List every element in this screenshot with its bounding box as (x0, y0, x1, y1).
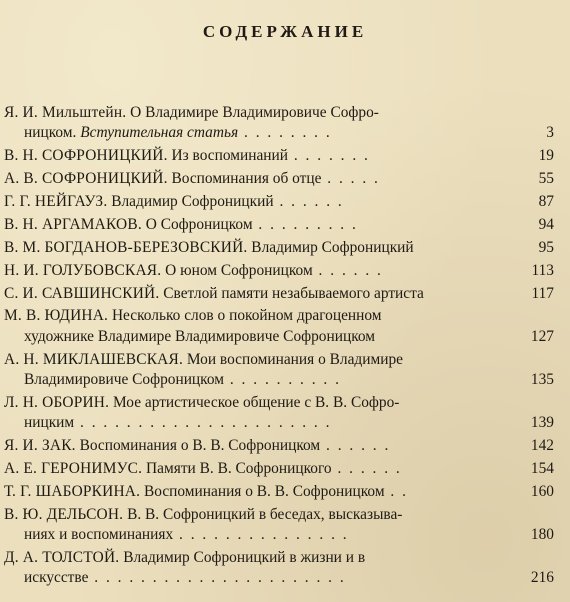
entry-page-number: 19 (538, 147, 554, 165)
entry-page-number: 142 (530, 436, 554, 454)
entry-page-number: 94 (538, 215, 554, 233)
entry-author: Т. Г. ШАБОРКИНА. (4, 482, 141, 500)
toc-entry[interactable] (4, 459, 564, 479)
toc-entry[interactable] (4, 146, 564, 166)
entry-text: Воспоминания об отце (167, 170, 322, 188)
entry-author: Г. Г. НЕЙГАУЗ. (4, 192, 108, 210)
entry-author: Л. Н. ОБОРИН. (4, 393, 110, 411)
entry-dots: . . . . . . . . . (252, 215, 358, 233)
entry-text: Мои воспоминания о Владимире (183, 350, 403, 368)
entry-text: Памяти В. В. Софроницкого (142, 459, 332, 477)
entry-dots: . . . . . . . (288, 147, 370, 165)
entry-page-number: 3 (546, 124, 554, 142)
toc-entry[interactable] (4, 350, 564, 391)
toc-entry[interactable] (4, 169, 564, 189)
entry-text: О Софроницком (141, 215, 253, 233)
entry-author: В. М. БОГДАНОВ-БЕРЕЗОВСКИЙ. (4, 238, 248, 256)
entry-continuation (4, 123, 514, 143)
entry-continuation (4, 413, 514, 433)
entry-dots: . . . . . . (273, 192, 344, 210)
toc-entry[interactable] (4, 393, 564, 434)
entry-text: Владимир Софроницкий (107, 192, 274, 210)
entry-continuation (4, 327, 514, 347)
entry-author: М. В. ЮДИНА. (4, 307, 109, 325)
entry-author: А. В. СОФРОНИЦКИЙ. (4, 170, 168, 188)
entry-dots: . . . . . . . . . . (224, 370, 341, 388)
entry-page-number: 180 (530, 525, 554, 543)
entry-author: В. Н. СОФРОНИЦКИЙ. (4, 147, 168, 165)
toc-entry[interactable] (4, 482, 564, 502)
entry-page-number: 55 (538, 170, 554, 188)
entry-author: В. Ю. ДЕЛЬСОН. (4, 505, 124, 523)
entry-author: А. Н. МИКЛАШЕВСКАЯ. (4, 350, 183, 368)
entry-page-number: 160 (530, 482, 554, 500)
entry-dots: . . . . . . . . . . . . . . . (173, 525, 349, 543)
entry-text: О Владимире Владимировиче Софро- (126, 104, 379, 121)
entry-page-number: 216 (530, 569, 554, 587)
entry-dots: . . . . . . . . . . . . . . . . . . . . . . (88, 569, 346, 587)
entry-continuation (4, 568, 514, 588)
entry-page-number: 117 (531, 284, 554, 302)
entry-text: О юном Софроницком (161, 261, 313, 279)
entry-text: В. В. Софроницкий в беседах, высказыва- (123, 505, 403, 523)
entry-text: Несколько слов о покойном драгоценном (108, 307, 382, 325)
toc-entry[interactable] (4, 284, 564, 304)
entry-author: С. И. САВШИНСКИЙ. (4, 284, 160, 302)
toc-entry[interactable] (4, 505, 564, 546)
entry-text: Светлой памяти незабываемого артиста (159, 284, 424, 302)
entry-text-cont: ницком. (24, 124, 81, 142)
entry-page-number: 95 (538, 238, 554, 256)
entry-author: Я. И. Мильштейн. (4, 104, 127, 121)
entry-dots: . . (384, 482, 408, 500)
entry-author: Я. И. ЗАК. (4, 436, 76, 454)
page-title: СОДЕРЖАНИЕ (202, 22, 368, 41)
entry-text-cont: Владимировиче Софроницком (24, 370, 225, 388)
toc-entry[interactable] (4, 436, 564, 456)
entry-author: Д. А. ТОЛСТОЙ. (4, 548, 120, 566)
entry-text: Из воспоминаний (167, 147, 289, 165)
entry-author: Н. И. ГОЛУБОВСКАЯ. (4, 261, 162, 279)
entry-text-cont: ниях и воспоминаниях (24, 525, 174, 543)
entry-text-cont: искусстве (24, 569, 89, 587)
toc-entry[interactable] (4, 192, 564, 212)
entry-author: А. Е. ГЕРОНИМУС. (4, 459, 143, 477)
entry-dots: . . . . . . (320, 436, 391, 454)
entry-page-number: 113 (531, 261, 554, 279)
entry-text-cont: ницким (24, 414, 75, 432)
entry-text: Владимир Софроницкий в жизни и в (119, 548, 366, 566)
entry-text: Владимир Софроницкий (247, 238, 414, 256)
toc-entry[interactable] (4, 548, 564, 589)
entry-page-number: 154 (530, 459, 554, 477)
entry-page-number: 135 (530, 370, 554, 388)
entry-author: В. Н. АРГАМАКОВ. (4, 215, 142, 233)
toc-entry[interactable] (4, 103, 564, 144)
toc-entry[interactable] (4, 215, 564, 235)
entry-page-number: 139 (530, 414, 554, 432)
entry-dots: . . . . . . . . (238, 124, 332, 142)
entry-continuation (4, 525, 514, 545)
entry-text: Воспоминания о В. В. Софроницком (75, 436, 321, 454)
toc-entry[interactable] (4, 306, 564, 347)
entry-text: Воспоминания о В. В. Софроницком (140, 482, 385, 500)
entry-dots: . . . . . . (312, 261, 383, 279)
entry-text: Мое артистическое общение с В. В. Софро- (109, 393, 400, 411)
toc-entry[interactable] (4, 261, 564, 281)
entry-subtitle: Вступительная статья (80, 124, 239, 142)
entry-dots: . . . . . . . . . . . . . . . . . . . . . . (74, 414, 332, 432)
entry-text-cont: художнике Владимире Владимировиче Софроницком (24, 327, 376, 345)
entry-page-number: 87 (538, 192, 554, 210)
toc-entry[interactable] (4, 238, 564, 258)
entry-page-number: 127 (530, 327, 554, 345)
toc-list (4, 103, 564, 591)
entry-dots: . . . . . . (331, 459, 402, 477)
entry-continuation (4, 370, 514, 390)
entry-dots: . . . . . (321, 170, 380, 188)
